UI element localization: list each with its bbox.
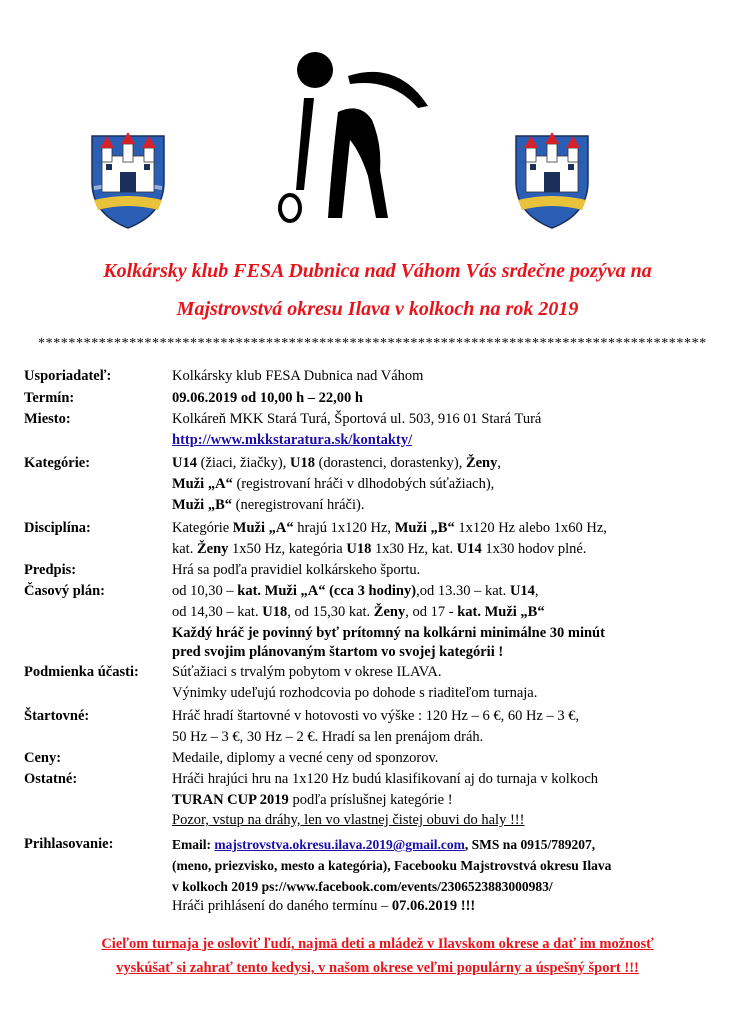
separator: **************************************************************************************** bbox=[38, 336, 707, 351]
registration-line-3: v kolkoch 2019 ps://www.facebook.com/events/2306523883000983/ bbox=[172, 879, 553, 894]
condition-line-2: Výnimky udeľujú rozhodcovia po dohode s riaditeľom turnaja. bbox=[172, 685, 538, 701]
sched2-a: od 14,30 – kat. bbox=[172, 604, 263, 620]
other-label: Ostatné: bbox=[24, 771, 78, 787]
fee-line-2: 50 Hz – 3 €, 30 Hz – 2 €. Hradí sa len prenájom dráh. bbox=[172, 729, 484, 745]
sched2-c: , od 15,30 kat. bbox=[287, 604, 374, 620]
disc-text-a: Kategórie bbox=[172, 520, 233, 536]
disc2-text-a: kat. bbox=[172, 541, 197, 557]
disc2-text-e: 1x30 Hz, kat. bbox=[371, 541, 457, 557]
categories-line-1 bbox=[172, 453, 501, 474]
date-value: 09.06.2019 od 10,00 h – 22,00 h bbox=[172, 390, 363, 406]
schedule-line-2 bbox=[172, 602, 545, 623]
fee-label: Štartovné: bbox=[24, 708, 90, 724]
cat-zeny: Ženy bbox=[465, 455, 498, 471]
cat-u14-desc: (žiaci, žiačky), bbox=[196, 455, 290, 471]
cat-muzi-a-desc: (registrovaní hráči v dlhodobých súťažiach), bbox=[232, 476, 495, 492]
coat-of-arms-left bbox=[88, 130, 168, 230]
registration-line-4 bbox=[172, 896, 475, 917]
disc2-text-g: 1x30 hodov plné. bbox=[481, 541, 587, 557]
reg-deadline-text: Hráči prihlásení do daného termínu – bbox=[172, 898, 392, 914]
other-line-3: Pozor, vstup na dráhy, len vo vlastnej čistej obuvi do haly !!! bbox=[172, 812, 525, 828]
reg-email-link[interactable]: majstrovstva.okresu.ilava.2019@gmail.com bbox=[214, 837, 465, 852]
place-link[interactable]: http://www.mkkstaratura.sk/kontakty/ bbox=[172, 432, 413, 448]
cat-u18-desc: (dorastenci, dorastenky), bbox=[314, 455, 466, 471]
sched1-d: U14 bbox=[509, 583, 535, 599]
reg-email-prefix: Email: bbox=[172, 837, 215, 852]
schedule-label: Časový plán: bbox=[24, 583, 105, 599]
organizer-label: Usporiadateľ: bbox=[24, 368, 112, 384]
sched1-c: ,od 13.30 – kat. bbox=[416, 583, 510, 599]
discipline-line-2 bbox=[172, 539, 586, 560]
sched2-b: U18 bbox=[262, 604, 288, 620]
disc-muzi-b: Muži „B“ bbox=[394, 520, 455, 536]
cat-muzi-a: Muži „A“ bbox=[172, 476, 233, 492]
categories-label: Kategórie: bbox=[24, 455, 91, 471]
discipline-line-1 bbox=[172, 518, 607, 539]
other-line-2 bbox=[172, 790, 453, 811]
cat-muzi-b-desc: (neregistrovaní hráči). bbox=[232, 497, 365, 513]
categories-line-3 bbox=[172, 495, 364, 516]
sched1-a: od 10,30 – bbox=[172, 583, 238, 599]
registration-label: Prihlasovanie: bbox=[24, 836, 114, 852]
disc2-u18: U18 bbox=[346, 541, 372, 557]
coat-of-arms-right bbox=[512, 130, 592, 230]
rules-value: Hrá sa podľa pravidiel kolkárskeho športu. bbox=[172, 562, 421, 578]
organizer-value: Kolkársky klub FESA Dubnica nad Váhom bbox=[172, 368, 424, 384]
sched1-e: , bbox=[534, 583, 539, 599]
disc-text-c: hrajú 1x120 Hz, bbox=[293, 520, 395, 536]
sched2-f: kat. Muži „B“ bbox=[457, 604, 545, 620]
fee-line-1: Hráč hradí štartovné v hotovosti vo výške : 120 Hz – 6 €, 60 Hz – 3 €, bbox=[172, 708, 580, 724]
disc-text-e: 1x120 Hz alebo 1x60 Hz, bbox=[454, 520, 607, 536]
rules-label: Predpis: bbox=[24, 562, 77, 578]
cat-u18: U18 bbox=[289, 455, 315, 471]
headline-line-1: Kolkársky klub FESA Dubnica nad Váhom Vás srdečne pozýva na bbox=[103, 260, 652, 282]
condition-line-1: Súťažiaci s trvalým pobytom v okrese ILAVA. bbox=[172, 664, 442, 680]
footer-line-1: Cieľom turnaja je osloviť ľudí, najmä deti a mládež v Ilavskom okrese a dať im možnosť bbox=[101, 936, 654, 952]
disc-muzi-a: Muži „A“ bbox=[232, 520, 294, 536]
cat-comma: , bbox=[497, 455, 501, 471]
cat-u14: U14 bbox=[172, 455, 197, 471]
schedule-line-1 bbox=[172, 581, 539, 602]
place-value: Kolkáreň MKK Stará Turá, Športová ul. 503, 916 01 Stará Turá bbox=[172, 411, 542, 427]
turan-cup-desc: podľa príslušnej kategórie ! bbox=[288, 792, 453, 808]
disc2-zeny: Ženy bbox=[196, 541, 229, 557]
categories-line-2 bbox=[172, 474, 494, 495]
disc2-u14: U14 bbox=[456, 541, 482, 557]
schedule-line-3: Každý hráč je povinný byť prítomný na kolkárni minimálne 30 minút bbox=[172, 625, 605, 641]
registration-line-1 bbox=[172, 834, 595, 855]
other-line-1: Hráči hrajúci hru na 1x120 Hz budú klasifikovaní aj do turnaja v kolkoch bbox=[172, 771, 599, 787]
sched1-b: kat. Muži „A“ (cca 3 hodiny) bbox=[237, 583, 417, 599]
prizes-label: Ceny: bbox=[24, 750, 62, 766]
turan-cup: TURAN CUP 2019 bbox=[172, 792, 289, 808]
reg-deadline-date: 07.06.2019 !!! bbox=[391, 898, 476, 914]
footer-line-2: vyskúšať si zahrať tento kedysi, v našom okrese veľmi populárny a úspešný šport !!! bbox=[116, 960, 639, 976]
prizes-value: Medaile, diplomy a vecné ceny od sponzorov. bbox=[172, 750, 439, 766]
condition-label: Podmienka účasti: bbox=[24, 664, 139, 680]
date-label: Termín: bbox=[24, 390, 75, 406]
registration-line-2: (meno, priezvisko, mesto a kategória), Facebooku Majstrovstvá okresu Ilava bbox=[172, 858, 612, 873]
discipline-label: Disciplína: bbox=[24, 520, 91, 536]
cat-muzi-b: Muži „B“ bbox=[172, 497, 233, 513]
bowler-logo bbox=[268, 40, 438, 230]
sched2-e: , od 17 - bbox=[405, 604, 458, 620]
place-label: Miesto: bbox=[24, 411, 71, 427]
headline-line-2: Majstrovstvá okresu Ilava v kolkoch na rok 2019 bbox=[176, 298, 579, 320]
reg-sms: , SMS na 0915/789207, bbox=[464, 837, 596, 852]
schedule-line-4: pred svojim plánovaným štartom vo svojej kategórii ! bbox=[172, 644, 504, 660]
sched2-d: Ženy bbox=[373, 604, 406, 620]
disc2-text-c: 1x50 Hz, kategória bbox=[228, 541, 347, 557]
